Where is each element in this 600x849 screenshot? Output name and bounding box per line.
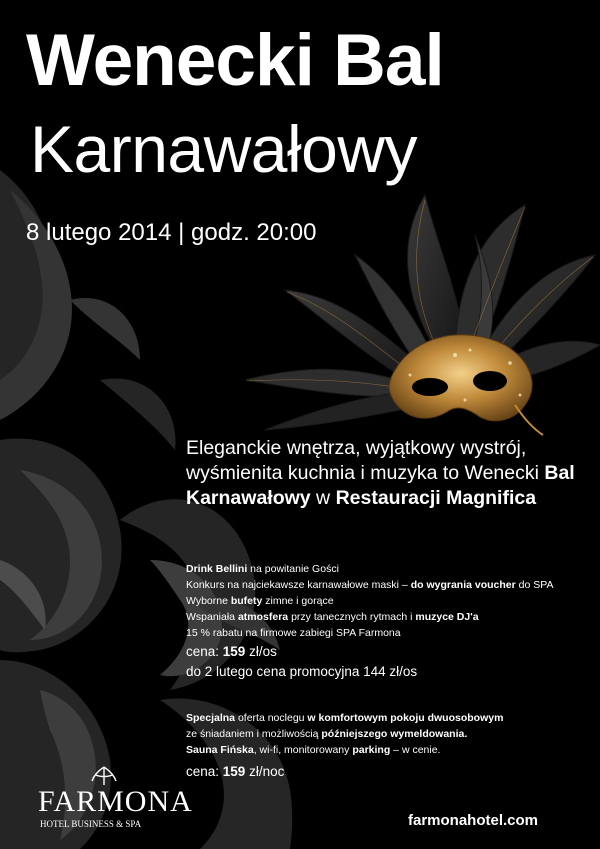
attractions-list (186, 561, 553, 641)
event-date: 8 lutego 2014 | godz. 20:00 (26, 219, 317, 246)
promo-price: do 2 lutego cena promocyjna 144 zł/os (186, 664, 418, 679)
website-link[interactable]: farmonahotel.com (408, 812, 539, 829)
list-item: Drink Bellini na powitanie Gości (186, 563, 339, 575)
logo-emblem-icon (86, 765, 122, 787)
logo-subtitle: HOTEL BUSINESS & SPA (40, 819, 142, 829)
accommodation-offer: Specjalna oferta noclegu w komfortowym pokoju dwuosobowym ze śniadaniem i możliwością późniejszego wymeldowania. Sauna Fińska, wi-fi, monitorowany parking – w cenie. (186, 712, 504, 756)
title-line-1: Wenecki Bal (26, 20, 444, 101)
list-item: Konkurs na najciekawsze karnawałowe maski – do wygrania voucher do SPA (186, 579, 554, 591)
logo-name: FARMONA (38, 785, 193, 818)
list-item: Wspaniała atmosfera przy tanecznych rytmach i muzyce DJ'a (186, 611, 479, 623)
farmona-logo (38, 765, 193, 835)
title-line-2: Karnawałowy (30, 112, 418, 186)
intro-text: Eleganckie wnętrza, wyjątkowy wystrój, wyśmienita kuchnia i muzyka to Wenecki Bal Karnawałowy w Restauracji Magnifica (186, 437, 575, 509)
list-item: 15 % rabatu na firmowe zabiegi SPA Farmona (186, 627, 401, 639)
ball-price: cena: 159 zł/os do 2 lutego cena promocyjna 144 zł/os (186, 642, 417, 682)
room-price: cena: 159 zł/noc (186, 764, 285, 779)
list-item: Wyborne bufety zimne i gorące (186, 595, 334, 607)
